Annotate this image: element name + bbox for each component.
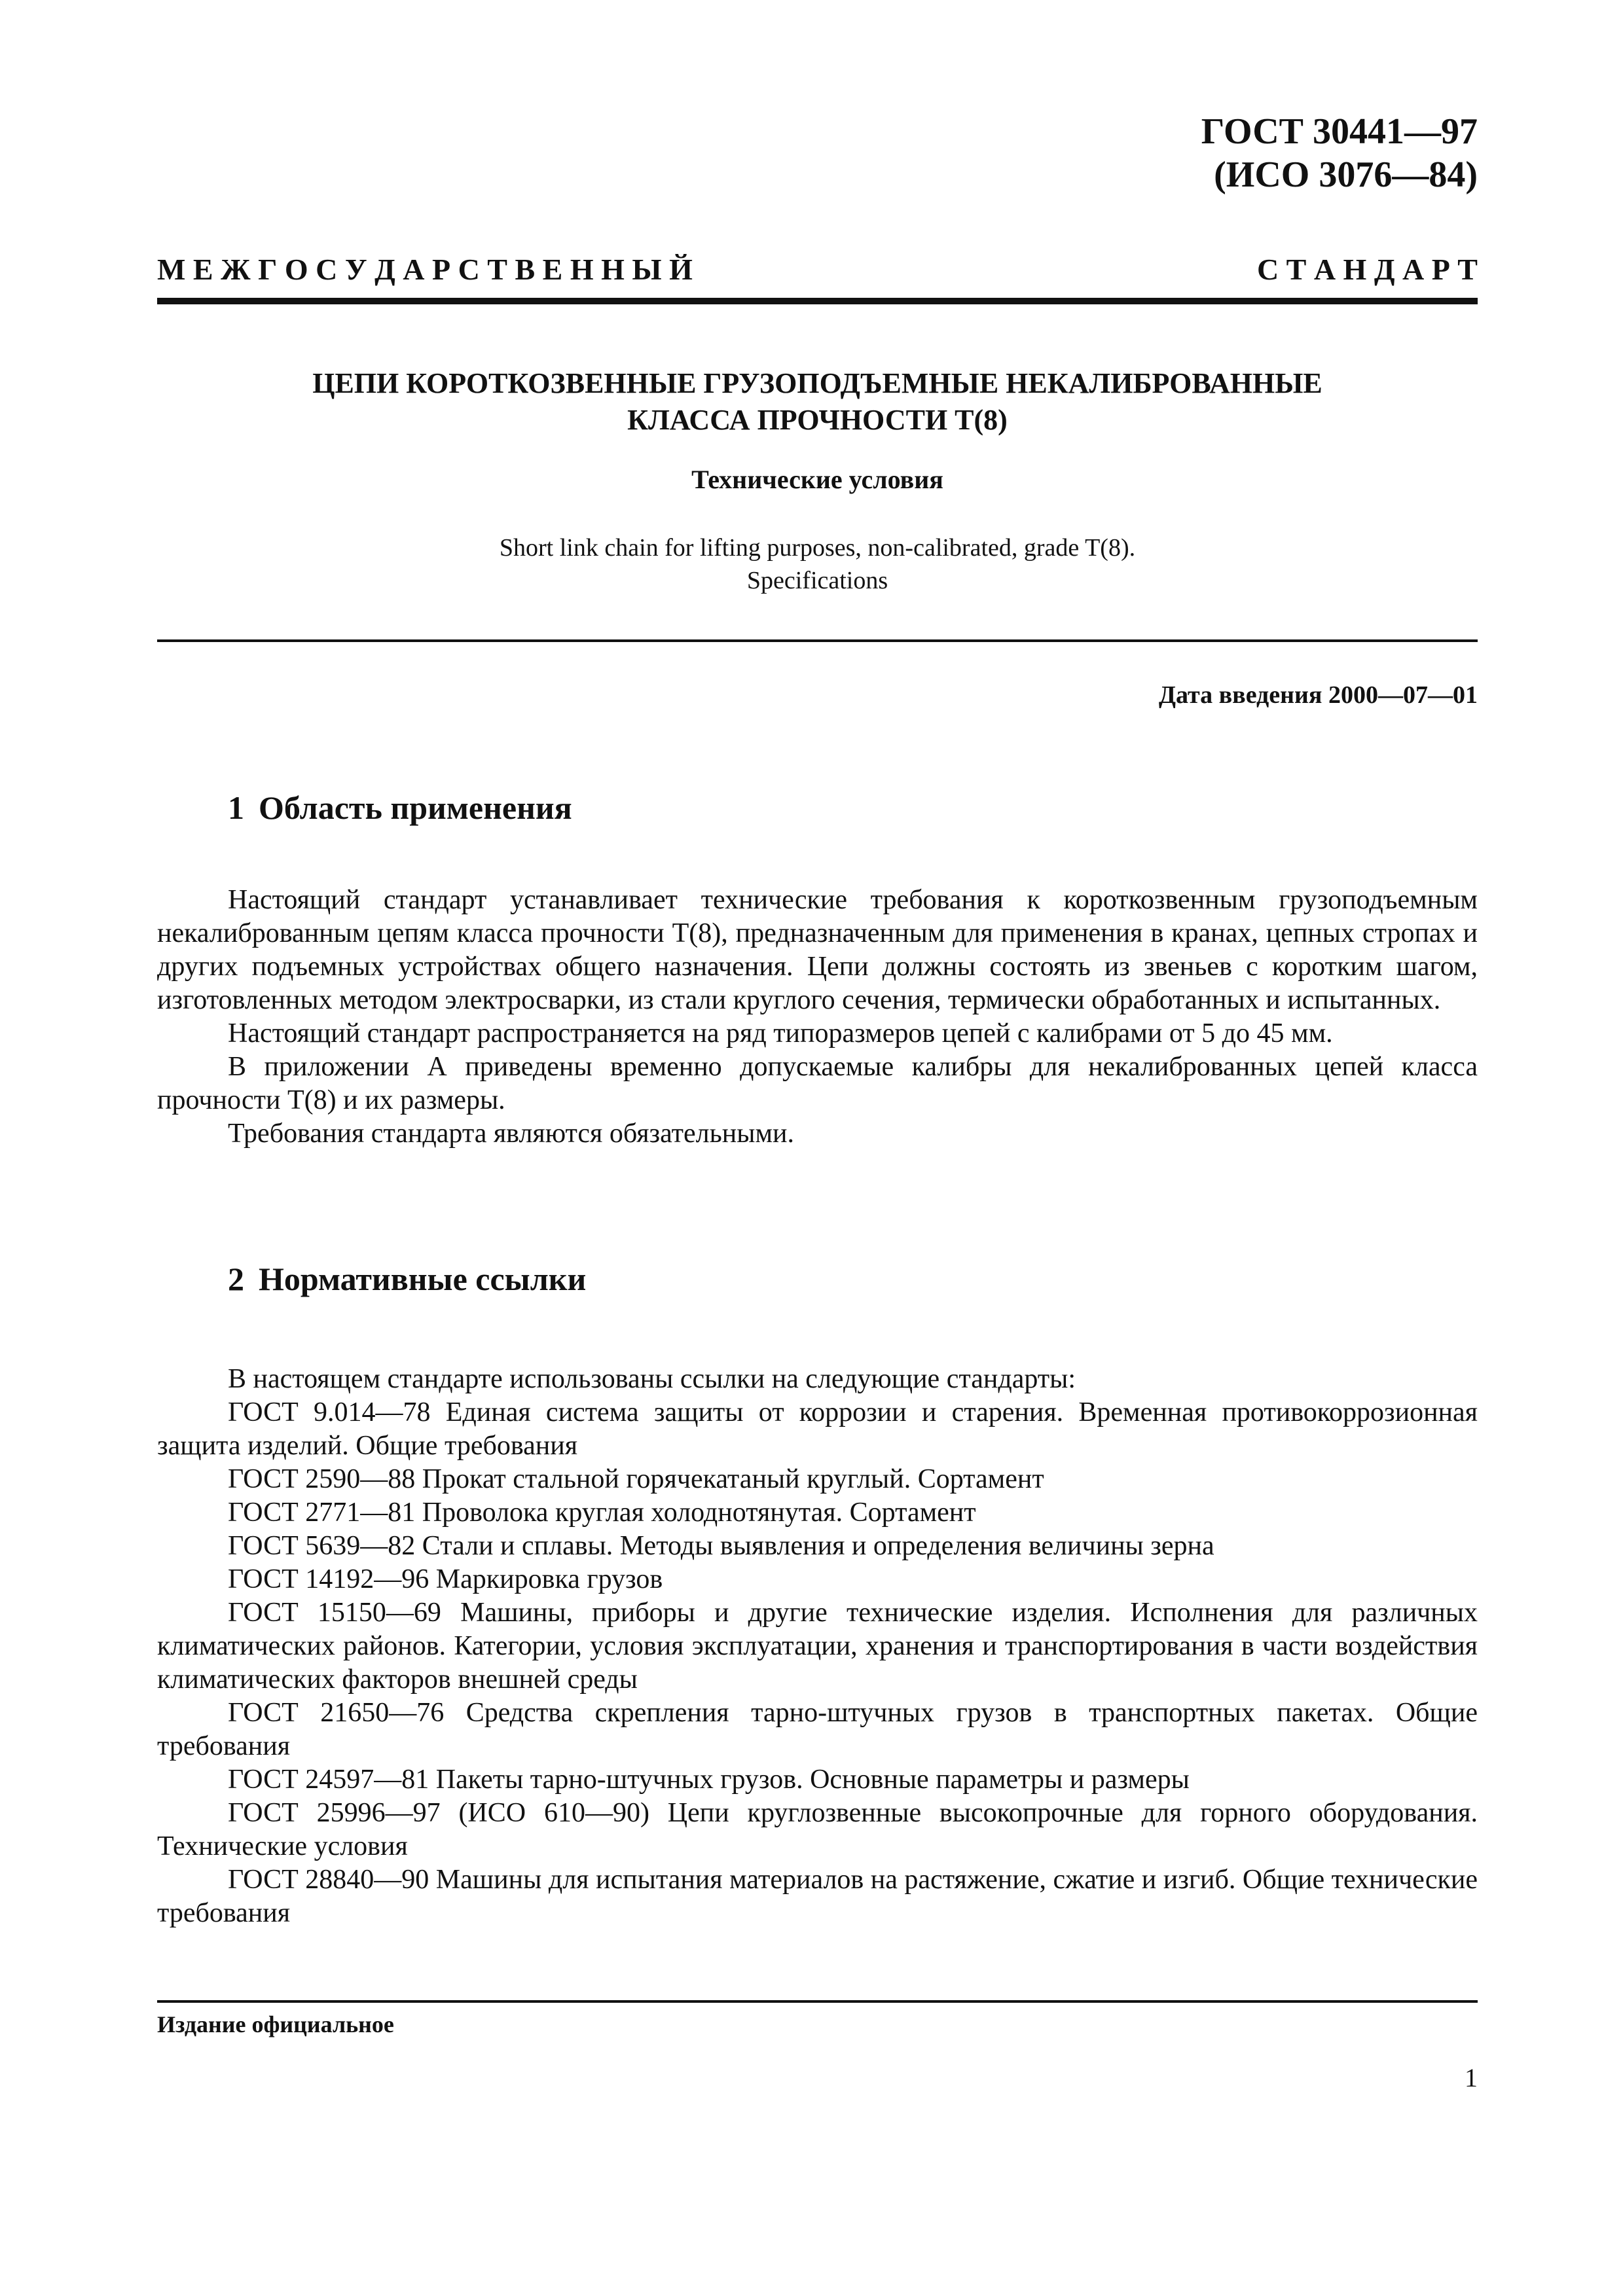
reference-item: ГОСТ 5639—82 Стали и сплавы. Методы выявления и определения величины зерна bbox=[228, 1531, 1214, 1561]
section-1-number: 1 bbox=[228, 789, 244, 826]
paragraph: Настоящий стандарт распространяется на ряд типоразмеров цепей с калибрами от 5 до 45 мм. bbox=[228, 1018, 1333, 1049]
title-line-1: ЦЕПИ КОРОТКОЗВЕННЫЕ ГРУЗОПОДЪЕМНЫЕ НЕКАЛИБРОВАННЫЕ bbox=[312, 367, 1322, 399]
references-intro: В настоящем стандарте использованы ссылки на следующие стандарты: bbox=[228, 1364, 1076, 1394]
reference-item: ГОСТ 15150—69 Машины, приборы и другие технические изделия. Исполнения для различных климатических районов. Категории, условия эксплуатации, хранения и транспортирования в части воздействия климатических факторов внешней среды bbox=[157, 1598, 1478, 1695]
document-subtitle: Технические условия bbox=[691, 465, 943, 494]
title-divider bbox=[157, 639, 1478, 642]
reference-item: ГОСТ 9.014—78 Единая система защиты от коррозии и старения. Временная противокоррозионная защита изделий. Общие требования bbox=[157, 1397, 1478, 1461]
header-divider bbox=[157, 298, 1478, 304]
reference-item: ГОСТ 25996—97 (ИСО 610—90) Цепи круглозвенные высокопрочные для горного оборудования. Технические условия bbox=[157, 1798, 1478, 1861]
reference-item: ГОСТ 24597—81 Пакеты тарно-штучных грузов. Основные параметры и размеры bbox=[228, 1765, 1190, 1795]
reference-item: ГОСТ 14192—96 Маркировка грузов bbox=[228, 1564, 663, 1594]
page-number: 1 bbox=[1465, 2063, 1478, 2092]
english-title-line-2: Specifications bbox=[746, 567, 888, 594]
paragraph: В приложении А приведены временно допускаемые калибры для некалиброванных цепей класса прочности Т(8) и их размеры. bbox=[157, 1052, 1478, 1115]
reference-item: ГОСТ 21650—76 Средства скрепления тарно-штучных грузов в транспортных пакетах. Общие требования bbox=[157, 1698, 1478, 1761]
reference-item: ГОСТ 2590—88 Прокат стальной горячекатаный круглый. Сортамент bbox=[228, 1464, 1044, 1494]
reference-item: ГОСТ 2771—81 Проволока круглая холоднотянутая. Сортамент bbox=[228, 1498, 976, 1528]
english-title-line-1: Short link chain for lifting purposes, non-calibrated, grade T(8). bbox=[499, 534, 1136, 562]
gost-number: ГОСТ 30441—97 bbox=[1201, 111, 1478, 152]
section-2-title: Нормативные ссылки bbox=[259, 1261, 587, 1297]
edition-label: Издание официальное bbox=[157, 2011, 394, 2037]
introduction-date: Дата введения 2000—07—01 bbox=[1158, 681, 1478, 709]
section-2-heading bbox=[228, 1259, 586, 1299]
section-1-heading bbox=[228, 787, 572, 828]
iso-number: (ИСО 3076—84) bbox=[1214, 154, 1478, 195]
standard-type-banner bbox=[157, 251, 1478, 288]
section-1-body bbox=[157, 884, 1478, 1151]
section-2-body bbox=[157, 1363, 1478, 1930]
standard-type-right: С Т А Н Д А Р Т bbox=[1256, 253, 1478, 286]
title-line-2: КЛАССА ПРОЧНОСТИ Т(8) bbox=[627, 404, 1008, 436]
reference-item: ГОСТ 28840—90 Машины для испытания материалов на растяжение, сжатие и изгиб. Общие технические требования bbox=[157, 1865, 1478, 1928]
section-1-title: Область применения bbox=[259, 789, 572, 826]
document-title bbox=[157, 365, 1478, 439]
paragraph: Требования стандарта являются обязательными. bbox=[228, 1119, 795, 1149]
standard-type-left: М Е Ж Г О С У Д А Р С Т В Е Н Н Ы Й bbox=[157, 253, 693, 286]
section-2-number: 2 bbox=[228, 1261, 244, 1297]
footer-divider bbox=[157, 2000, 1478, 2003]
english-title bbox=[157, 531, 1478, 597]
paragraph: Настоящий стандарт устанавливает технические требования к короткозвенным грузоподъемным некалиброванным цепям класса прочности Т(8), предназначенным для применения в кранах, цепных стропах и других подъемных устройствах общего назначения. Цепи должны состоять из звеньев с коротким шагом, изготовленных методом электросварки, из стали круглого сечения, термически обработанных и испытанных. bbox=[157, 885, 1478, 1015]
document-number-block bbox=[1201, 110, 1478, 196]
